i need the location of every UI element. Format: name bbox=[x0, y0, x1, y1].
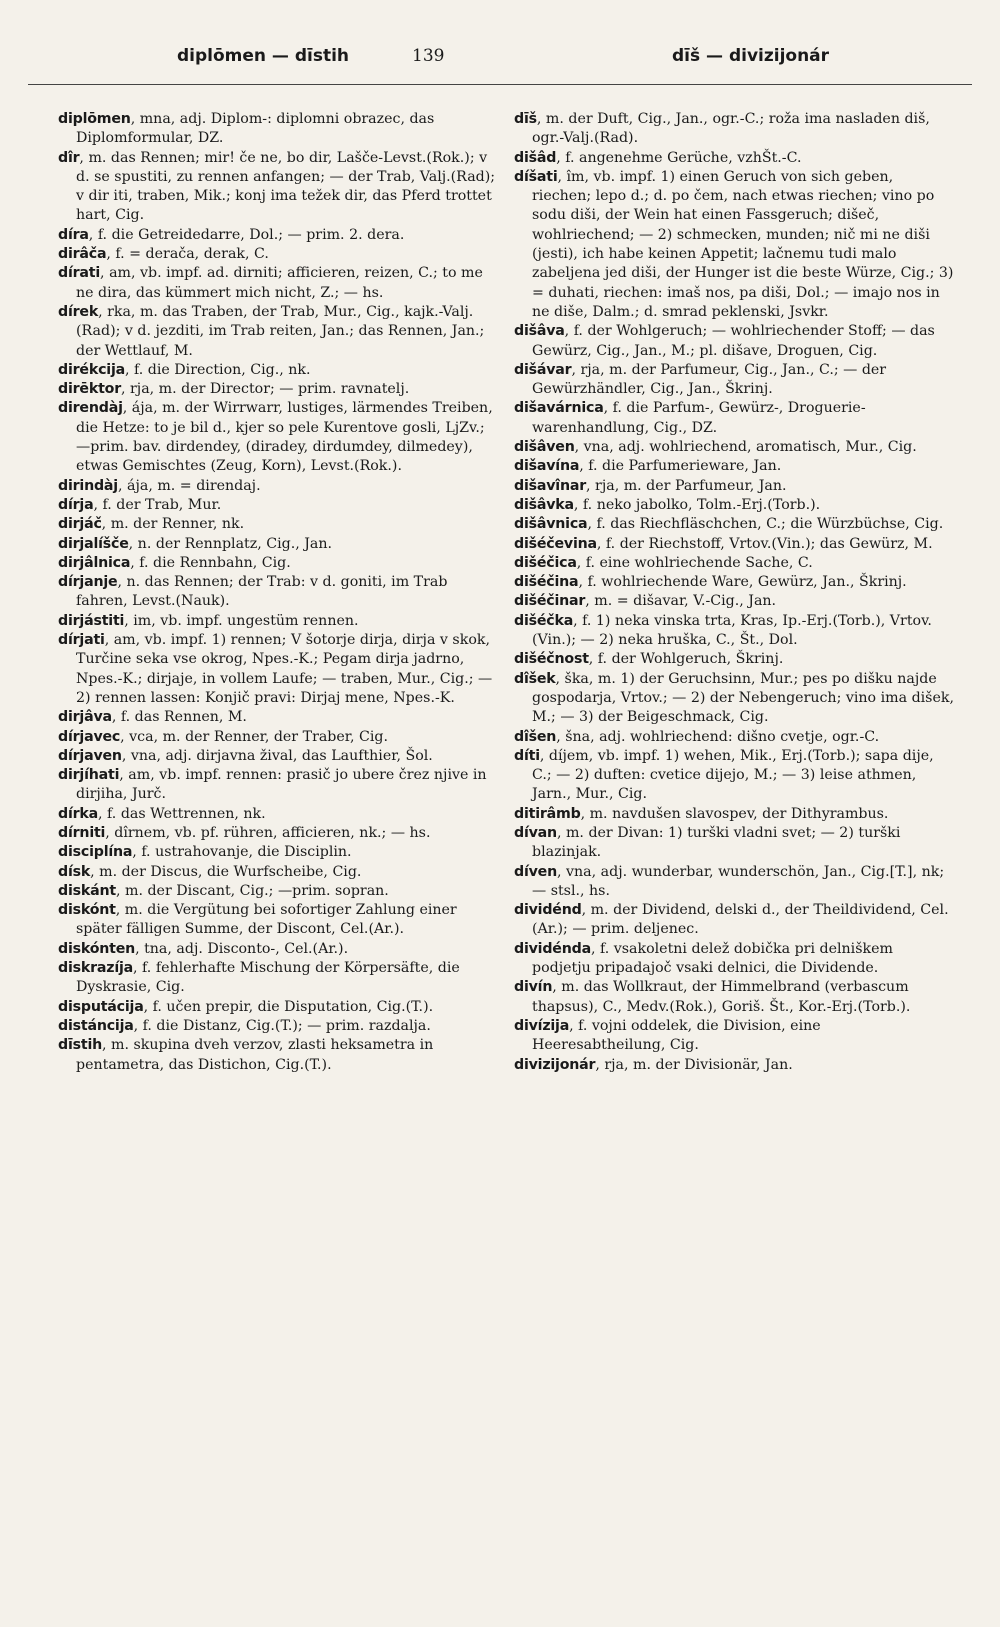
entry-definition: , n. das Rennen; der Trab: v d. goniti, im Trab fahren, Levst.(Nauk). bbox=[76, 574, 448, 610]
dictionary-entry bbox=[514, 824, 954, 863]
entry-definition: , rja, m. der Divisionär, Jan. bbox=[595, 1056, 793, 1073]
entry-definition: , f. die Getreidedarre, Dol.; — prim. 2. dera. bbox=[88, 226, 405, 243]
entry-headword: diskónten bbox=[58, 940, 136, 957]
entry-headword: dírjaven bbox=[58, 747, 122, 764]
entry-definition: , m. navdušen slavospev, der Dithyrambus. bbox=[580, 805, 889, 822]
dictionary-entry bbox=[58, 573, 498, 612]
entry-definition: , mna, adj. Diplom-: diplomni obrazec, das Diplomformular, DZ. bbox=[76, 111, 435, 147]
entry-definition: , vna, adj. wunderbar, wunderschön, Jan., Cig.[T.], nk; — stsl., hs. bbox=[532, 863, 945, 899]
entry-headword: dírja bbox=[58, 496, 94, 513]
entry-headword: dísk bbox=[58, 863, 91, 880]
dictionary-entry bbox=[514, 168, 954, 322]
entry-definition: , f. neko jabolko, Tolm.-Erj.(Torb.). bbox=[573, 496, 821, 513]
dictionary-entry bbox=[58, 399, 498, 476]
entry-definition: , vca, m. der Renner, der Traber, Cig. bbox=[120, 728, 389, 745]
entry-definition: , f. das Rennen, M. bbox=[111, 709, 247, 726]
entry-headword: dišávar bbox=[514, 361, 572, 378]
entry-headword: divizijonár bbox=[514, 1056, 596, 1073]
page-header bbox=[0, 46, 1000, 76]
entry-headword: dīstih bbox=[58, 1037, 103, 1054]
dictionary-entry bbox=[58, 631, 498, 708]
entry-definition: , f. der Riechstoff, Vrtov.(Vin.); das Gewürz, M. bbox=[596, 535, 933, 552]
entry-definition: , m. der Duft, Cig., Jan., ogr.-C.; roža ima nasladen diš, ogr.-Valj.(Rad). bbox=[532, 111, 930, 147]
entry-headword: díti bbox=[514, 747, 540, 764]
entry-headword: dirékcija bbox=[58, 361, 125, 378]
entry-headword: dišéčevina bbox=[514, 535, 597, 552]
entry-definition: , f. vsakoletni delež dobička pri delniškem podjetju pripadajoč vsaki delnici, die Dividende. bbox=[532, 940, 893, 977]
entry-definition: , m. = dišavar, V.-Cig., Jan. bbox=[585, 593, 777, 610]
entry-headword: diskrazíja bbox=[58, 960, 134, 977]
entry-headword: divízija bbox=[514, 1017, 570, 1034]
dictionary-entry bbox=[58, 766, 498, 805]
header-left-guide: diplōmen — dīstih bbox=[177, 46, 350, 66]
entry-definition: , am, vb. impf. 1) rennen; V šotorje dirja, dirja v skok, Turčine seka vse okrog, Npes.-K.; Pegam dirja jadrno, Npes.-K.; dirjaje, in vollem Laufe; — traben, Mur., Cig.; — 2) rennen lassen: Konjič pravi: Dirjaj mene, Npes.-K. bbox=[76, 632, 493, 706]
entry-definition: , m. der Discus, die Wurfscheibe, Cig. bbox=[90, 863, 362, 880]
entry-headword: disputácija bbox=[58, 998, 144, 1015]
entry-definition: , šna, adj. wohlriechend: dišno cvetje, ogr.-C. bbox=[556, 728, 880, 745]
dictionary-entry bbox=[58, 226, 498, 245]
entry-definition: , m. das Rennen; mir! če ne, bo dir, Lašče-Levst.(Rok.); v d. se spustiti, zu rennen anfangen; — der Trab, Valj.(Rad); v dir iti, traben, Mik.; konj ima težek dir, das Pferd trottet hart, Cig. bbox=[76, 149, 496, 224]
entry-definition: , f. die Parfum-, Gewürz-, Drogueriewarenhandlung, Cig., DZ. bbox=[532, 400, 866, 436]
left-column bbox=[58, 110, 498, 1075]
entry-headword: dišâvka bbox=[514, 496, 574, 513]
entry-headword: dírka bbox=[58, 805, 99, 822]
dictionary-entry bbox=[514, 805, 954, 824]
entry-definition: , f. der Trab, Mur. bbox=[93, 496, 222, 513]
dictionary-entry bbox=[58, 728, 498, 747]
dictionary-entry bbox=[58, 901, 498, 940]
dictionary-entry bbox=[58, 515, 498, 534]
dictionary-entry bbox=[514, 863, 954, 902]
dictionary-entry bbox=[58, 959, 498, 998]
entry-headword: dirâča bbox=[58, 246, 107, 263]
entry-definition: , rka, m. das Traben, der Trab, Mur., Cig., kajk.-Valj.(Rad); v d. jezditi, im Trab reiten, Jan.; das Rennen, Jan.; der Wettlauf, M. bbox=[76, 303, 485, 359]
entry-headword: dišavárnica bbox=[514, 400, 604, 417]
entry-headword: dišéčka bbox=[514, 612, 574, 629]
entry-definition: , f. ustrahovanje, die Disciplin. bbox=[132, 844, 352, 861]
entry-headword: dirjáč bbox=[58, 516, 102, 533]
dictionary-entry bbox=[58, 380, 498, 399]
entry-headword: dišéčica bbox=[514, 554, 577, 571]
dictionary-entry bbox=[514, 978, 954, 1017]
entry-headword: dirjâlnica bbox=[58, 554, 131, 571]
entry-headword: dišâd bbox=[514, 149, 557, 166]
entry-definition: , f. der Wohlgeruch, Škrinj. bbox=[588, 651, 784, 668]
dictionary-entry bbox=[58, 824, 498, 843]
dictionary-entry bbox=[514, 361, 954, 400]
entry-headword: dišéčina bbox=[514, 574, 579, 591]
entry-headword: dīš bbox=[514, 111, 537, 127]
entry-definition: , f. wohlriechende Ware, Gewürz, Jan., Škrinj. bbox=[578, 574, 907, 591]
entry-definition: , m. der Divan: 1) turški vladni svet; — 2) turški blazinjak. bbox=[532, 824, 901, 861]
dictionary-entry bbox=[514, 573, 954, 592]
entry-definition: , n. der Rennplatz, Cig., Jan. bbox=[128, 535, 333, 552]
entry-headword: dírek bbox=[58, 303, 99, 320]
dictionary-entry bbox=[514, 901, 954, 940]
dictionary-entry bbox=[58, 805, 498, 824]
entry-definition: , f. der Wohlgeruch; — wohlriechender Stoff; — das Gewürz, Cig., Jan., M.; pl. dišave, Droguen, Cig. bbox=[532, 323, 935, 359]
dictionary-entry bbox=[58, 843, 498, 862]
entry-definition: , f. angenehme Gerüche, vzhŠt.-C. bbox=[556, 149, 802, 166]
dictionary-entry bbox=[58, 747, 498, 766]
entry-definition: , ája, m. = direndaj. bbox=[117, 477, 261, 494]
dictionary-entry bbox=[514, 477, 954, 496]
dictionary-entry bbox=[58, 245, 498, 264]
entry-headword: dîr bbox=[58, 149, 80, 166]
entry-definition: , dîrnem, vb. pf. rühren, afficieren, nk.; — hs. bbox=[105, 824, 431, 841]
entry-headword: dírniti bbox=[58, 824, 106, 841]
entry-headword: dirindàj bbox=[58, 477, 118, 494]
entry-headword: dîšen bbox=[514, 728, 557, 745]
entry-headword: direndàj bbox=[58, 400, 123, 417]
dictionary-entry bbox=[514, 728, 954, 747]
entry-definition: , f. vojni oddelek, die Division, eine Heeresabtheilung, Cig. bbox=[532, 1017, 821, 1054]
dictionary-entry bbox=[514, 535, 954, 554]
entry-headword: diskánt bbox=[58, 882, 116, 899]
entry-definition: , f. das Wettrennen, nk. bbox=[98, 805, 266, 822]
dictionary-entry bbox=[514, 592, 954, 611]
entry-definition: , m. die Vergütung bei sofortiger Zahlung einer später fälligen Summe, der Discont, Cel.(Ar.). bbox=[76, 902, 457, 938]
entry-headword: díra bbox=[58, 226, 89, 243]
entry-headword: dišéčinar bbox=[514, 593, 586, 610]
entry-headword: díven bbox=[514, 863, 557, 880]
entry-definition: , f. die Rennbahn, Cig. bbox=[130, 554, 291, 571]
dictionary-entry bbox=[514, 322, 954, 361]
entry-definition: , rja, m. der Director; — prim. ravnatelj. bbox=[121, 381, 410, 398]
dictionary-entry bbox=[514, 438, 954, 457]
dictionary-entry bbox=[58, 264, 498, 303]
entry-headword: dívan bbox=[514, 824, 557, 841]
entry-headword: dírjanje bbox=[58, 574, 118, 591]
entry-headword: dividénd bbox=[514, 902, 582, 919]
dictionary-entry bbox=[58, 1017, 498, 1036]
entry-definition: , rja, m. der Parfumeur, Jan. bbox=[586, 477, 787, 494]
entry-headword: dírjati bbox=[58, 632, 105, 649]
entry-definition: , díjem, vb. impf. 1) wehen, Mik., Erj.(Torb.); sapa dije, C.; — 2) duften: cvetice dijejo, M.; — 3) leise athmen, Jarn., Mur., Cig. bbox=[532, 747, 934, 803]
entry-definition: , îm, vb. impf. 1) einen Geruch von sich geben, riechen; lepo d.; d. po čem, nach etwas riechen; vino po sodu diši, der Wein hat einen Fassgeruch; dišeč, wohlriechend; — 2) schmecken, munden; nič mi ne diši (jesti), ich habe keinen Appetit; lačnemu tudi malo zabeljena jed diši, der Hunger ist die beste Würze, Cig.; 3) = duhati, riechen: imaš nos, pa diši, Dol.; — imajo nos in ne diše, Dalm.; d. smrad peklenski, Jsvkr. bbox=[532, 168, 954, 320]
right-column bbox=[514, 110, 954, 1075]
entry-definition: , f. das Riechfläschchen, C.; die Würzbüchse, Cig. bbox=[587, 516, 944, 533]
entry-headword: dîšek bbox=[514, 670, 556, 687]
dictionary-entry bbox=[58, 708, 498, 727]
entry-headword: divín bbox=[514, 979, 553, 996]
dictionary-entry bbox=[514, 747, 954, 805]
entry-headword: ditirâmb bbox=[514, 805, 581, 822]
entry-definition: , vna, adj. wohlriechend, aromatisch, Mur., Cig. bbox=[574, 439, 917, 456]
entry-definition: , f. 1) neka vinska trta, Kras, Ip.-Erj.(Torb.), Vrtov.(Vin.); — 2) neka hruška, C., Št., Dol. bbox=[532, 612, 932, 649]
dictionary-entry bbox=[58, 496, 498, 515]
dictionary-entry bbox=[514, 670, 954, 728]
entry-definition: , rja, m. der Parfumeur, Cig., Jan., C.; — der Gewürzhändler, Cig., Jan., Škrinj. bbox=[532, 361, 887, 398]
dictionary-entry bbox=[514, 1017, 954, 1056]
entry-headword: dírjavec bbox=[58, 728, 121, 745]
entry-headword: díšati bbox=[514, 168, 558, 185]
dictionary-entry bbox=[58, 1036, 498, 1075]
dictionary-entry bbox=[58, 361, 498, 380]
dictionary-entry bbox=[514, 554, 954, 573]
entry-headword: dišâven bbox=[514, 439, 575, 456]
entry-headword: diplōmen bbox=[58, 111, 131, 127]
entry-headword: dírati bbox=[58, 265, 101, 282]
entry-definition: , tna, adj. Disconto-, Cel.(Ar.). bbox=[135, 940, 349, 957]
entry-headword: dividénda bbox=[514, 940, 591, 957]
dictionary-entry bbox=[514, 612, 954, 651]
entry-headword: diskónt bbox=[58, 902, 116, 919]
header-right-guide: dīš — divizijonár bbox=[672, 46, 830, 66]
entry-definition: , m. skupina dveh verzov, zlasti heksametra in pentametra, das Distichon, Cig.(T.). bbox=[76, 1037, 434, 1073]
dictionary-entry bbox=[58, 998, 498, 1017]
header-rule bbox=[28, 84, 972, 85]
dictionary-entry bbox=[58, 554, 498, 573]
dictionary-entry bbox=[514, 1056, 954, 1075]
entry-definition: , am, vb. impf. rennen: prasič jo ubere črez njive in dirjiha, Jurč. bbox=[76, 767, 487, 803]
dictionary-entry bbox=[58, 535, 498, 554]
dictionary-entry bbox=[58, 149, 498, 226]
page-number: 139 bbox=[412, 46, 445, 66]
entry-definition: , m. der Discant, Cig.; —prim. sopran. bbox=[115, 882, 389, 899]
dictionary-entry bbox=[514, 650, 954, 669]
dictionary-entry bbox=[514, 496, 954, 515]
dictionary-entry bbox=[58, 477, 498, 496]
entry-headword: distáncija bbox=[58, 1017, 134, 1034]
dictionary-entry bbox=[514, 149, 954, 168]
entry-headword: dirjâva bbox=[58, 709, 112, 726]
entry-definition: , f. eine wohlriechende Sache, C. bbox=[576, 554, 813, 571]
entry-definition: , f. učen prepir, die Disputation, Cig.(T.). bbox=[143, 998, 434, 1015]
entry-definition: , ška, m. 1) der Geruchsinn, Mur.; pes po dišku najde gospodarja, Vrtov.; — 2) der Nebengeruch; vino ima dišek, M.; — 3) der Beigeschmack, Cig. bbox=[532, 670, 954, 726]
entry-definition: , m. das Wollkraut, der Himmelbrand (verbascum thapsus), C., Medv.(Rok.), Goriš. Št., Kor.-Erj.(Torb.). bbox=[532, 979, 911, 1015]
entry-headword: dirjástiti bbox=[58, 612, 125, 629]
dictionary-entry bbox=[58, 882, 498, 901]
dictionary-entry bbox=[514, 940, 954, 979]
dictionary-entry bbox=[514, 515, 954, 534]
dictionary-entry bbox=[514, 110, 954, 149]
entry-definition: , f. die Direction, Cig., nk. bbox=[124, 361, 311, 378]
entry-headword: dišâvnica bbox=[514, 516, 588, 533]
entry-headword: dišavína bbox=[514, 458, 580, 475]
entry-definition: , vna, adj. dirjavna žival, das Laufthier, Šol. bbox=[121, 747, 433, 764]
entry-definition: , am, vb. impf. ad. dirniti; afficieren, reizen, C.; to me ne dira, das kümmert mich nicht, Z.; — hs. bbox=[76, 265, 483, 301]
dictionary-entry bbox=[58, 110, 498, 149]
entry-definition: , ája, m. der Wirrwarr, lustiges, lärmendes Treiben, die Hetze: to je bil d., kjer so pele Kurentove gosli, LjZv.; —prim. bav. dirdendey, (diradey, dirdumdey, dilmedey), etwas Gemischtes (Zeug, Korn), Levst.(Rok.). bbox=[76, 400, 493, 475]
dictionary-entry bbox=[58, 612, 498, 631]
entry-definition: , f. die Parfumerieware, Jan. bbox=[579, 458, 782, 475]
entry-headword: dišéčnost bbox=[514, 651, 589, 668]
entry-definition: , f. = derača, derak, C. bbox=[106, 246, 269, 263]
entry-headword: disciplína bbox=[58, 844, 133, 861]
entry-definition: , im, vb. impf. ungestüm rennen. bbox=[124, 612, 359, 629]
entry-definition: , m. der Renner, nk. bbox=[101, 516, 245, 533]
entry-headword: dišavînar bbox=[514, 477, 587, 494]
dictionary-entry bbox=[514, 399, 954, 438]
entry-definition: , f. die Distanz, Cig.(T.); — prim. razdalja. bbox=[133, 1017, 431, 1034]
entry-headword: dirēktor bbox=[58, 381, 121, 398]
dictionary-entry bbox=[514, 457, 954, 476]
dictionary-entry bbox=[58, 940, 498, 959]
entry-definition: , f. fehlerhafte Mischung der Körpersäfte, die Dyskrasie, Cig. bbox=[76, 960, 460, 996]
dictionary-entry bbox=[58, 303, 498, 361]
entry-headword: dirjíhati bbox=[58, 767, 120, 784]
entry-definition: , m. der Dividend, delski d., der Theildividend, Cel.(Ar.); — prim. deljenec. bbox=[532, 902, 949, 938]
entry-headword: dišâva bbox=[514, 323, 565, 340]
dictionary-entry bbox=[58, 863, 498, 882]
entry-headword: dirjalíšče bbox=[58, 535, 129, 552]
